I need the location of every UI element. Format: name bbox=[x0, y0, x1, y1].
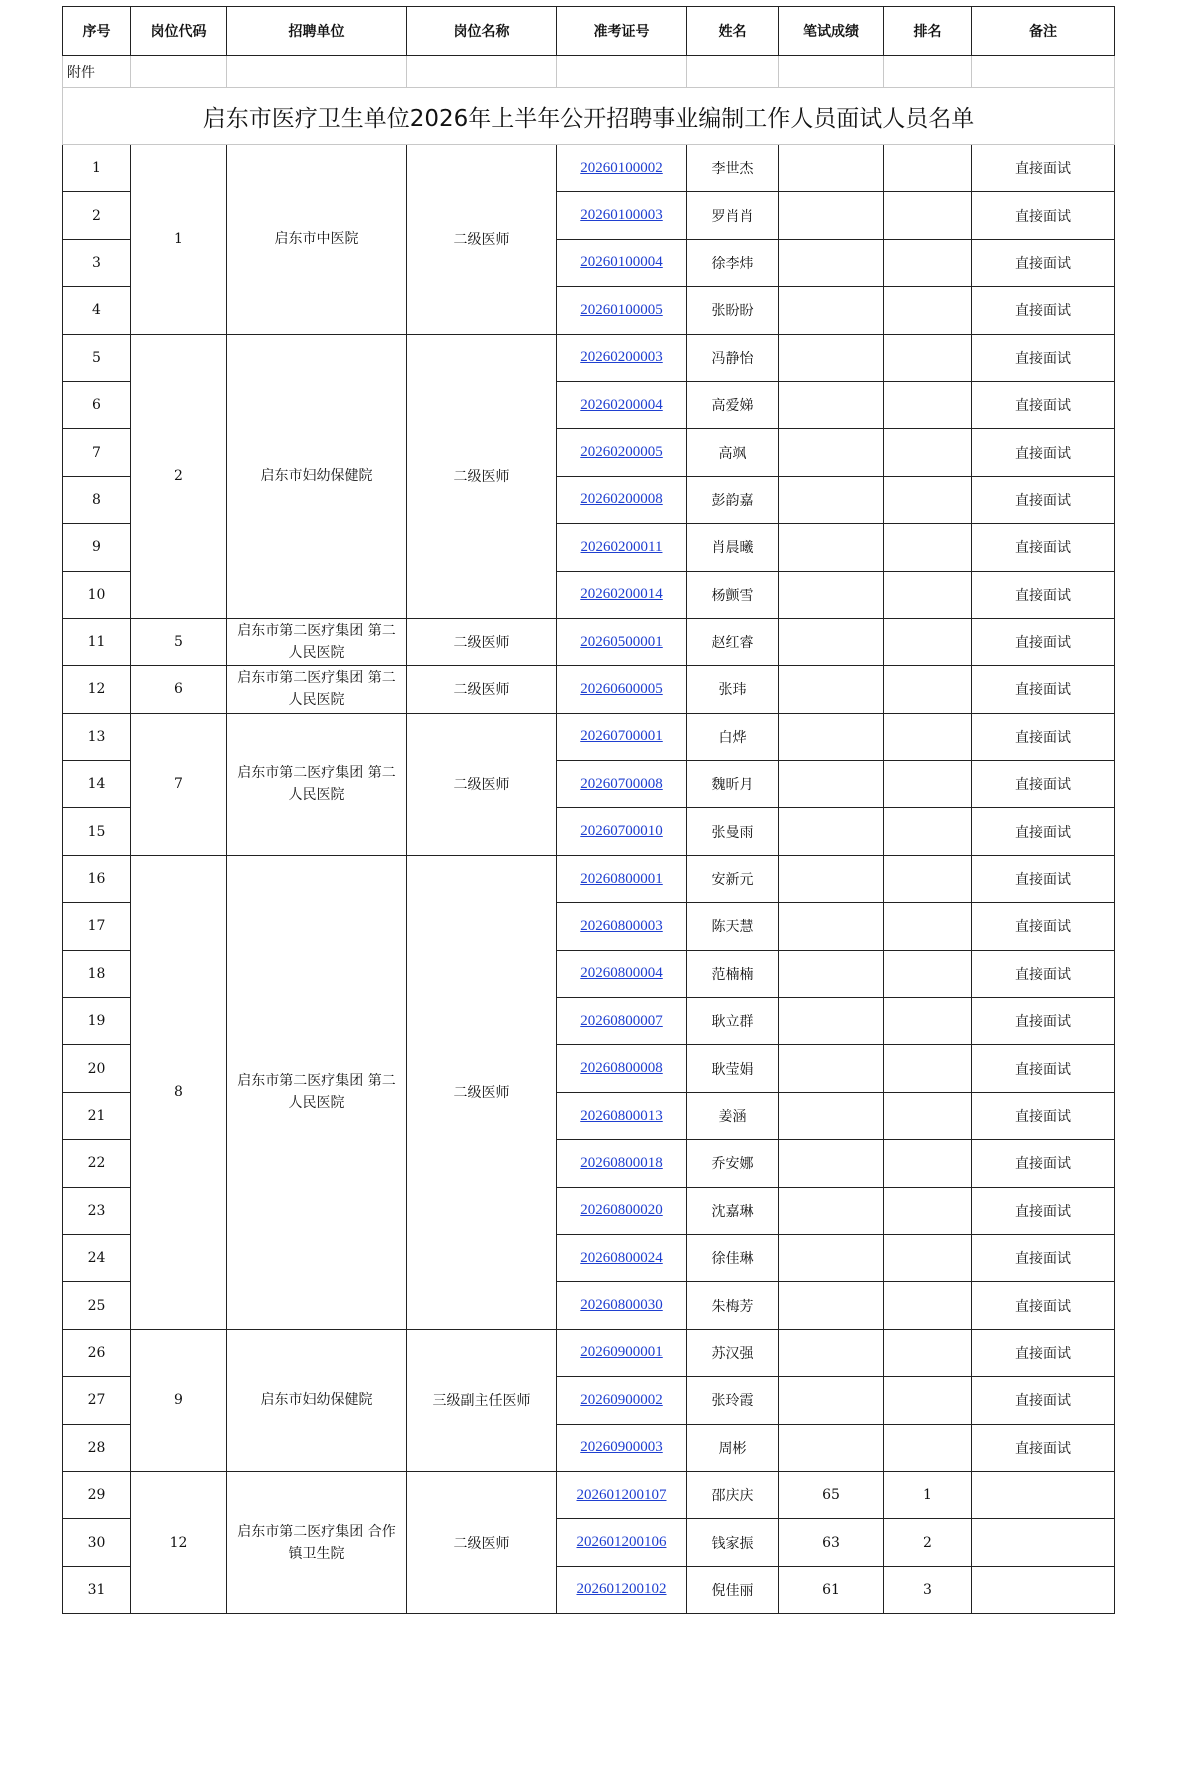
exam-number-cell bbox=[557, 334, 687, 381]
name-cell: 罗肖肖 bbox=[687, 192, 779, 239]
exam-number-cell bbox=[557, 1519, 687, 1566]
name-cell: 徐佳琳 bbox=[687, 1234, 779, 1281]
exam-number-cell bbox=[557, 855, 687, 902]
unit-cell: 启东市第二医疗集团 第二人民医院 bbox=[227, 666, 407, 713]
rank-cell bbox=[884, 1187, 972, 1234]
exam-number-cell bbox=[557, 1187, 687, 1234]
exam-number-link[interactable]: 20260200014 bbox=[580, 586, 663, 603]
exam-number-link[interactable]: 20260800018 bbox=[580, 1154, 663, 1171]
table-row bbox=[63, 618, 1115, 665]
table-row bbox=[63, 855, 1115, 902]
score-cell bbox=[779, 1187, 884, 1234]
exam-number-cell bbox=[557, 1045, 687, 1092]
note-cell: 直接面试 bbox=[972, 618, 1115, 665]
exam-number-cell bbox=[557, 192, 687, 239]
seq-cell: 21 bbox=[63, 1092, 131, 1139]
seq-cell: 14 bbox=[63, 761, 131, 808]
rank-cell bbox=[884, 287, 972, 334]
table-row bbox=[63, 1329, 1115, 1376]
score-cell bbox=[779, 1234, 884, 1281]
score-cell bbox=[779, 145, 884, 192]
note-cell: 直接面试 bbox=[972, 334, 1115, 381]
position-name-cell: 二级医师 bbox=[407, 855, 557, 1329]
name-cell: 范楠楠 bbox=[687, 950, 779, 997]
score-cell bbox=[779, 1140, 884, 1187]
score-cell bbox=[779, 1329, 884, 1376]
name-cell: 钱家振 bbox=[687, 1519, 779, 1566]
note-cell: 直接面试 bbox=[972, 761, 1115, 808]
note-cell: 直接面试 bbox=[972, 1377, 1115, 1424]
exam-number-cell bbox=[557, 998, 687, 1045]
seq-cell: 13 bbox=[63, 713, 131, 760]
note-cell: 直接面试 bbox=[972, 192, 1115, 239]
seq-cell: 6 bbox=[63, 381, 131, 428]
score-cell bbox=[779, 1377, 884, 1424]
exam-number-cell bbox=[557, 666, 687, 713]
exam-number-cell bbox=[557, 429, 687, 476]
exam-number-cell bbox=[557, 808, 687, 855]
position-code-cell: 5 bbox=[131, 618, 227, 665]
position-code-cell: 12 bbox=[131, 1471, 227, 1613]
position-code-cell: 9 bbox=[131, 1329, 227, 1471]
note-cell: 直接面试 bbox=[972, 1187, 1115, 1234]
score-cell bbox=[779, 1092, 884, 1139]
note-cell: 直接面试 bbox=[972, 524, 1115, 571]
note-cell: 直接面试 bbox=[972, 1329, 1115, 1376]
position-code-cell: 7 bbox=[131, 713, 227, 855]
exam-number-link[interactable]: 20260800024 bbox=[580, 1249, 663, 1266]
rank-cell: 3 bbox=[884, 1566, 972, 1613]
rank-cell bbox=[884, 429, 972, 476]
score-cell bbox=[779, 761, 884, 808]
seq-cell: 25 bbox=[63, 1282, 131, 1329]
note-cell bbox=[972, 1471, 1115, 1518]
header-rank: 排名 bbox=[884, 7, 972, 56]
exam-number-cell bbox=[557, 950, 687, 997]
attachment-label: 附件 bbox=[63, 56, 131, 88]
seq-cell: 5 bbox=[63, 334, 131, 381]
score-cell bbox=[779, 713, 884, 760]
score-cell bbox=[779, 429, 884, 476]
name-cell: 邵庆庆 bbox=[687, 1471, 779, 1518]
exam-number-link[interactable]: 20260800001 bbox=[580, 870, 663, 887]
note-cell: 直接面试 bbox=[972, 239, 1115, 286]
rank-cell bbox=[884, 571, 972, 618]
exam-number-link[interactable]: 20260800004 bbox=[580, 965, 663, 982]
name-cell: 倪佳丽 bbox=[687, 1566, 779, 1613]
rank-cell bbox=[884, 1092, 972, 1139]
seq-cell: 29 bbox=[63, 1471, 131, 1518]
name-cell: 徐李炜 bbox=[687, 239, 779, 286]
table-row bbox=[63, 666, 1115, 713]
seq-cell: 18 bbox=[63, 950, 131, 997]
seq-cell: 4 bbox=[63, 287, 131, 334]
rank-cell bbox=[884, 1234, 972, 1281]
header-note: 备注 bbox=[972, 7, 1115, 56]
unit-cell: 启东市妇幼保健院 bbox=[227, 1329, 407, 1471]
seq-cell: 30 bbox=[63, 1519, 131, 1566]
exam-number-cell bbox=[557, 713, 687, 760]
seq-cell: 8 bbox=[63, 476, 131, 523]
score-cell bbox=[779, 334, 884, 381]
score-cell bbox=[779, 381, 884, 428]
exam-number-link[interactable]: 20260800003 bbox=[580, 917, 663, 934]
exam-number-cell bbox=[557, 1377, 687, 1424]
spreadsheet bbox=[62, 6, 1114, 1614]
exam-number-cell bbox=[557, 239, 687, 286]
seq-cell: 10 bbox=[63, 571, 131, 618]
score-cell bbox=[779, 239, 884, 286]
exam-number-link[interactable]: 20260700001 bbox=[580, 728, 663, 745]
interview-list-table bbox=[62, 6, 1115, 1614]
note-cell: 直接面试 bbox=[972, 1092, 1115, 1139]
name-cell: 高爱娣 bbox=[687, 381, 779, 428]
exam-number-link[interactable]: 20260200008 bbox=[580, 491, 663, 508]
rank-cell bbox=[884, 1140, 972, 1187]
name-cell: 冯静怡 bbox=[687, 334, 779, 381]
header-score: 笔试成绩 bbox=[779, 7, 884, 56]
score-cell bbox=[779, 287, 884, 334]
page-title: 启东市医疗卫生单位2026年上半年公开招聘事业编制工作人员面试人员名单 bbox=[63, 88, 1115, 145]
name-cell: 耿莹娟 bbox=[687, 1045, 779, 1092]
header-name: 姓名 bbox=[687, 7, 779, 56]
exam-number-cell bbox=[557, 1566, 687, 1613]
rank-cell bbox=[884, 855, 972, 902]
name-cell: 肖晨曦 bbox=[687, 524, 779, 571]
exam-number-link[interactable]: 20260900003 bbox=[580, 1439, 663, 1456]
exam-number-cell bbox=[557, 1329, 687, 1376]
exam-number-cell bbox=[557, 1234, 687, 1281]
note-cell: 直接面试 bbox=[972, 666, 1115, 713]
name-cell: 高飒 bbox=[687, 429, 779, 476]
note-cell: 直接面试 bbox=[972, 571, 1115, 618]
seq-cell: 24 bbox=[63, 1234, 131, 1281]
score-cell: 65 bbox=[779, 1471, 884, 1518]
score-cell bbox=[779, 192, 884, 239]
score-cell bbox=[779, 666, 884, 713]
position-name-cell: 三级副主任医师 bbox=[407, 1329, 557, 1471]
rank-cell bbox=[884, 1424, 972, 1471]
rank-cell bbox=[884, 666, 972, 713]
score-cell bbox=[779, 950, 884, 997]
name-cell: 赵红睿 bbox=[687, 618, 779, 665]
exam-number-link[interactable]: 20260200005 bbox=[580, 444, 663, 461]
table-row bbox=[63, 334, 1115, 381]
exam-number-cell bbox=[557, 1471, 687, 1518]
note-cell: 直接面试 bbox=[972, 476, 1115, 523]
seq-cell: 2 bbox=[63, 192, 131, 239]
score-cell bbox=[779, 903, 884, 950]
exam-number-cell bbox=[557, 618, 687, 665]
score-cell: 63 bbox=[779, 1519, 884, 1566]
exam-number-link[interactable]: 20260500001 bbox=[580, 633, 663, 650]
header-row bbox=[63, 7, 1115, 56]
exam-number-link[interactable]: 20260200011 bbox=[580, 538, 663, 555]
score-cell bbox=[779, 1045, 884, 1092]
note-cell: 直接面试 bbox=[972, 145, 1115, 192]
header-position-name: 岗位名称 bbox=[407, 7, 557, 56]
rank-cell bbox=[884, 145, 972, 192]
exam-number-link[interactable]: 20260100002 bbox=[580, 159, 663, 176]
note-cell: 直接面试 bbox=[972, 1424, 1115, 1471]
seq-cell: 20 bbox=[63, 1045, 131, 1092]
exam-number-cell bbox=[557, 1092, 687, 1139]
note-cell: 直接面试 bbox=[972, 287, 1115, 334]
position-name-cell: 二级医师 bbox=[407, 145, 557, 335]
note-cell: 直接面试 bbox=[972, 1282, 1115, 1329]
score-cell bbox=[779, 998, 884, 1045]
exam-number-link[interactable]: 20260600005 bbox=[580, 680, 663, 697]
seq-cell: 23 bbox=[63, 1187, 131, 1234]
position-code-cell: 8 bbox=[131, 855, 227, 1329]
position-name-cell: 二级医师 bbox=[407, 666, 557, 713]
name-cell: 彭韵嘉 bbox=[687, 476, 779, 523]
table-row bbox=[63, 145, 1115, 192]
exam-number-link[interactable]: 20260800008 bbox=[580, 1060, 663, 1077]
header-exam-number: 准考证号 bbox=[557, 7, 687, 56]
exam-number-cell bbox=[557, 1424, 687, 1471]
exam-number-link[interactable]: 20260200003 bbox=[580, 349, 663, 366]
table-row bbox=[63, 1471, 1115, 1518]
note-cell: 直接面试 bbox=[972, 381, 1115, 428]
seq-cell: 27 bbox=[63, 1377, 131, 1424]
name-cell: 张玲霞 bbox=[687, 1377, 779, 1424]
seq-cell: 31 bbox=[63, 1566, 131, 1613]
note-cell: 直接面试 bbox=[972, 1045, 1115, 1092]
seq-cell: 1 bbox=[63, 145, 131, 192]
note-cell: 直接面试 bbox=[972, 855, 1115, 902]
score-cell bbox=[779, 618, 884, 665]
name-cell: 沈嘉琳 bbox=[687, 1187, 779, 1234]
position-name-cell: 二级医师 bbox=[407, 618, 557, 665]
score-cell bbox=[779, 1424, 884, 1471]
name-cell: 张玮 bbox=[687, 666, 779, 713]
seq-cell: 26 bbox=[63, 1329, 131, 1376]
header-position-code: 岗位代码 bbox=[131, 7, 227, 56]
rank-cell bbox=[884, 808, 972, 855]
rank-cell bbox=[884, 524, 972, 571]
rank-cell bbox=[884, 761, 972, 808]
rank-cell bbox=[884, 1377, 972, 1424]
exam-number-cell bbox=[557, 1140, 687, 1187]
position-name-cell: 二级医师 bbox=[407, 713, 557, 855]
score-cell bbox=[779, 1282, 884, 1329]
exam-number-link[interactable]: 20260900001 bbox=[580, 1344, 663, 1361]
rank-cell bbox=[884, 381, 972, 428]
score-cell bbox=[779, 808, 884, 855]
note-cell bbox=[972, 1566, 1115, 1613]
seq-cell: 12 bbox=[63, 666, 131, 713]
exam-number-link[interactable]: 20260800007 bbox=[580, 1012, 663, 1029]
score-cell bbox=[779, 855, 884, 902]
rank-cell bbox=[884, 239, 972, 286]
position-code-cell: 6 bbox=[131, 666, 227, 713]
rank-cell: 2 bbox=[884, 1519, 972, 1566]
exam-number-link[interactable]: 20260100003 bbox=[580, 207, 663, 224]
rank-cell bbox=[884, 334, 972, 381]
score-cell bbox=[779, 476, 884, 523]
score-cell: 61 bbox=[779, 1566, 884, 1613]
exam-number-cell bbox=[557, 903, 687, 950]
score-cell bbox=[779, 524, 884, 571]
rank-cell bbox=[884, 1282, 972, 1329]
exam-number-link[interactable]: 202601200107 bbox=[576, 1486, 667, 1503]
name-cell: 白烨 bbox=[687, 713, 779, 760]
name-cell: 杨颤雪 bbox=[687, 571, 779, 618]
exam-number-link[interactable]: 20260800030 bbox=[580, 1297, 663, 1314]
name-cell: 安新元 bbox=[687, 855, 779, 902]
name-cell: 姜涵 bbox=[687, 1092, 779, 1139]
note-cell: 直接面试 bbox=[972, 1140, 1115, 1187]
seq-cell: 11 bbox=[63, 618, 131, 665]
exam-number-cell bbox=[557, 381, 687, 428]
note-cell: 直接面试 bbox=[972, 1234, 1115, 1281]
seq-cell: 19 bbox=[63, 998, 131, 1045]
exam-number-cell bbox=[557, 1282, 687, 1329]
exam-number-cell bbox=[557, 287, 687, 334]
unit-cell: 启东市第二医疗集团 第二人民医院 bbox=[227, 855, 407, 1329]
unit-cell: 启东市妇幼保健院 bbox=[227, 334, 407, 618]
rank-cell bbox=[884, 903, 972, 950]
exam-number-link[interactable]: 20260700008 bbox=[580, 775, 663, 792]
unit-cell: 启东市第二医疗集团 第二人民医院 bbox=[227, 713, 407, 855]
name-cell: 李世杰 bbox=[687, 145, 779, 192]
note-cell: 直接面试 bbox=[972, 429, 1115, 476]
name-cell: 张盼盼 bbox=[687, 287, 779, 334]
position-name-cell: 二级医师 bbox=[407, 1471, 557, 1613]
attachment-row bbox=[63, 56, 1115, 88]
name-cell: 周彬 bbox=[687, 1424, 779, 1471]
rank-cell bbox=[884, 618, 972, 665]
name-cell: 张曼雨 bbox=[687, 808, 779, 855]
exam-number-cell bbox=[557, 571, 687, 618]
title-row bbox=[63, 88, 1115, 145]
seq-cell: 16 bbox=[63, 855, 131, 902]
seq-cell: 17 bbox=[63, 903, 131, 950]
note-cell: 直接面试 bbox=[972, 998, 1115, 1045]
seq-cell: 28 bbox=[63, 1424, 131, 1471]
note-cell bbox=[972, 1519, 1115, 1566]
unit-cell: 启东市中医院 bbox=[227, 145, 407, 335]
exam-number-link[interactable]: 20260800020 bbox=[580, 1202, 663, 1219]
exam-number-link[interactable]: 20260900002 bbox=[580, 1391, 663, 1408]
seq-cell: 3 bbox=[63, 239, 131, 286]
name-cell: 朱梅芳 bbox=[687, 1282, 779, 1329]
exam-number-link[interactable]: 20260700010 bbox=[580, 823, 663, 840]
table-body bbox=[63, 145, 1115, 1614]
exam-number-link[interactable]: 20260100004 bbox=[580, 254, 663, 271]
exam-number-cell bbox=[557, 145, 687, 192]
position-code-cell: 2 bbox=[131, 334, 227, 618]
exam-number-link[interactable]: 202601200106 bbox=[576, 1534, 667, 1551]
name-cell: 耿立群 bbox=[687, 998, 779, 1045]
exam-number-link[interactable]: 20260800013 bbox=[580, 1107, 663, 1124]
rank-cell bbox=[884, 950, 972, 997]
exam-number-link[interactable]: 202601200102 bbox=[576, 1581, 667, 1598]
name-cell: 乔安娜 bbox=[687, 1140, 779, 1187]
exam-number-cell bbox=[557, 476, 687, 523]
header-unit: 招聘单位 bbox=[227, 7, 407, 56]
exam-number-cell bbox=[557, 524, 687, 571]
seq-cell: 7 bbox=[63, 429, 131, 476]
header-seq: 序号 bbox=[63, 7, 131, 56]
name-cell: 魏昕月 bbox=[687, 761, 779, 808]
note-cell: 直接面试 bbox=[972, 950, 1115, 997]
position-name-cell: 二级医师 bbox=[407, 334, 557, 618]
note-cell: 直接面试 bbox=[972, 808, 1115, 855]
exam-number-cell bbox=[557, 761, 687, 808]
note-cell: 直接面试 bbox=[972, 903, 1115, 950]
rank-cell bbox=[884, 998, 972, 1045]
unit-cell: 启东市第二医疗集团 合作镇卫生院 bbox=[227, 1471, 407, 1613]
seq-cell: 9 bbox=[63, 524, 131, 571]
name-cell: 苏汉强 bbox=[687, 1329, 779, 1376]
name-cell: 陈天慧 bbox=[687, 903, 779, 950]
rank-cell bbox=[884, 1045, 972, 1092]
position-code-cell: 1 bbox=[131, 145, 227, 335]
rank-cell bbox=[884, 713, 972, 760]
rank-cell bbox=[884, 192, 972, 239]
note-cell: 直接面试 bbox=[972, 713, 1115, 760]
seq-cell: 15 bbox=[63, 808, 131, 855]
exam-number-link[interactable]: 20260100005 bbox=[580, 301, 663, 318]
rank-cell bbox=[884, 476, 972, 523]
table-row bbox=[63, 713, 1115, 760]
seq-cell: 22 bbox=[63, 1140, 131, 1187]
score-cell bbox=[779, 571, 884, 618]
rank-cell bbox=[884, 1329, 972, 1376]
rank-cell: 1 bbox=[884, 1471, 972, 1518]
exam-number-link[interactable]: 20260200004 bbox=[580, 396, 663, 413]
unit-cell: 启东市第二医疗集团 第二人民医院 bbox=[227, 618, 407, 665]
